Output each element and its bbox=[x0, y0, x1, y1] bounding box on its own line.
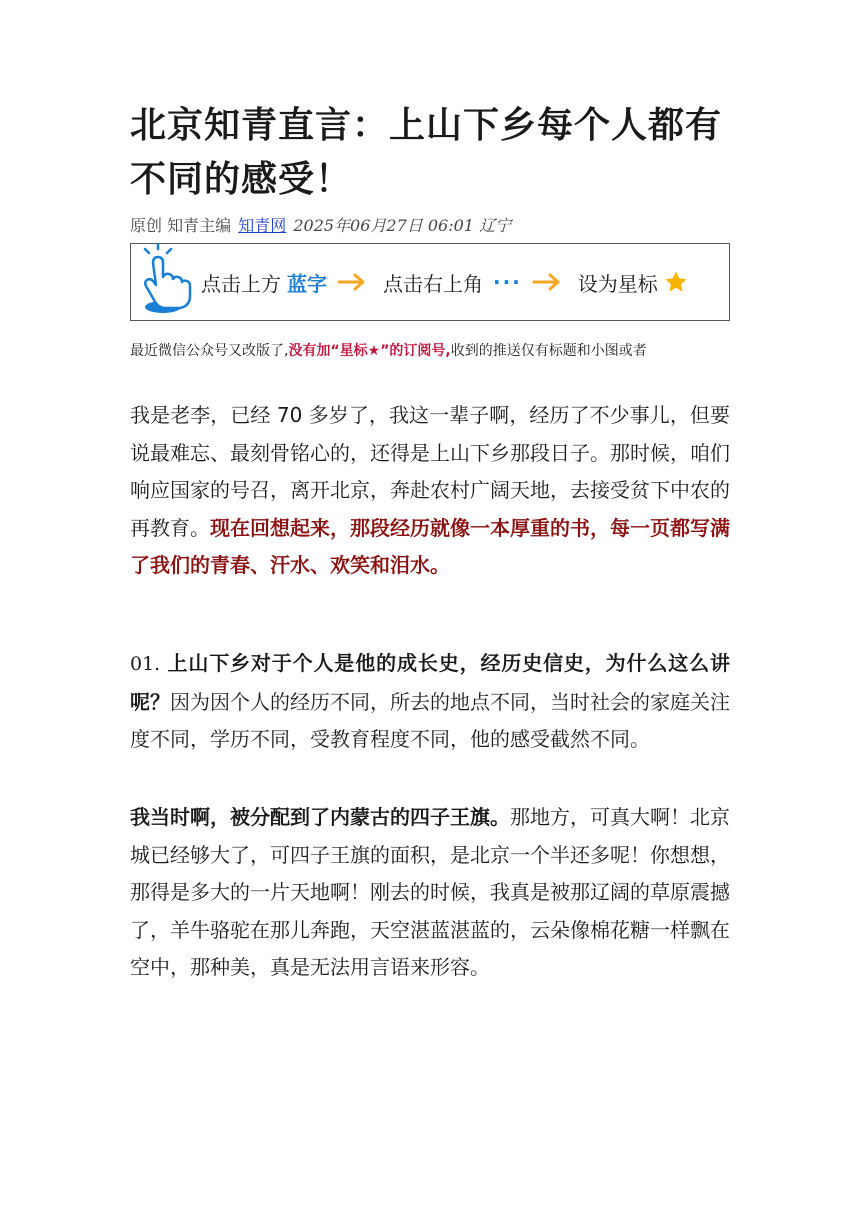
notice-prefix: 最近微信公众号又改版了, bbox=[130, 343, 289, 359]
notice-highlight: 没有加“星标★”的订阅号, bbox=[288, 343, 451, 359]
publish-location: 辽宁 bbox=[479, 216, 512, 235]
step2-text: 点击右上角 bbox=[383, 271, 483, 296]
publish-date: 2025年06月27日 06:01 bbox=[293, 216, 474, 235]
more-dots-icon: ··· bbox=[493, 270, 522, 294]
intro-highlight: 现在回想起来，那段经历就像一本厚重的书，每一页都写满了我们的青春、汗水、欢笑和泪水。 bbox=[130, 515, 730, 577]
section-text: 因为因个人的经历不同，所去的地点不同，当时社会的家庭关注度不同，学历不同，受教育程度不同，他的感受截然不同。 bbox=[130, 689, 730, 751]
section-bold-text: 上山下乡对于个人是他的成长史，经历史信史，为什么这么讲呢？ bbox=[130, 651, 731, 714]
notice-suffix: 收到的推送仅有标题和小图或者 bbox=[450, 343, 647, 359]
author-name: 知青主编 bbox=[167, 216, 232, 235]
paragraph-01 bbox=[130, 645, 730, 759]
step3-text: 设为星标 bbox=[577, 271, 658, 296]
star-notice bbox=[130, 340, 735, 362]
siziwang-text: 那地方，可真大啊！北京城已经够大了，可四子王旗的面积，是北京一个半还多呢！你想想，那得是多大的一片天地啊！刚去的时候，我真是被那辽阔的草原震撼了，羊牛骆驼在那儿奔跑，天空湛蓝湛蓝的，云朵像棉花糖一样飘在空中，那种美，真是无法用言语来形容。 bbox=[130, 805, 730, 979]
original-tag: 原创 bbox=[130, 216, 163, 235]
article-title: 北京知青直言：上山下乡每个人都有不同的感受！ bbox=[130, 104, 723, 200]
hand-pointer-icon bbox=[139, 243, 195, 321]
step1-highlight: 蓝字 bbox=[287, 271, 327, 296]
star-icon bbox=[664, 270, 688, 294]
article-meta bbox=[130, 214, 735, 238]
follow-star-banner bbox=[130, 243, 730, 321]
siziwang-bold-text: 我当时啊，被分配到了内蒙古的四子王旗。 bbox=[130, 805, 510, 829]
step1-prefix: 点击上方 bbox=[201, 271, 281, 296]
arrow-right-icon bbox=[532, 272, 562, 292]
account-link[interactable]: 知青网 bbox=[238, 216, 287, 235]
section-number: 01. bbox=[130, 653, 161, 675]
paragraph-intro bbox=[130, 397, 730, 585]
paragraph-siziwang bbox=[130, 799, 730, 987]
intro-text: 我是老李，已经 70 多岁了，我这一辈子啊，经历了不少事儿，但要说最难忘、最刻骨铭心的，还得是上山下乡那段日子。那时候，咱们响应国家的号召，离开北京，奔赴农村广阔天地，去接受贫下中农的再教育。 bbox=[130, 403, 730, 540]
arrow-right-icon bbox=[337, 272, 367, 292]
